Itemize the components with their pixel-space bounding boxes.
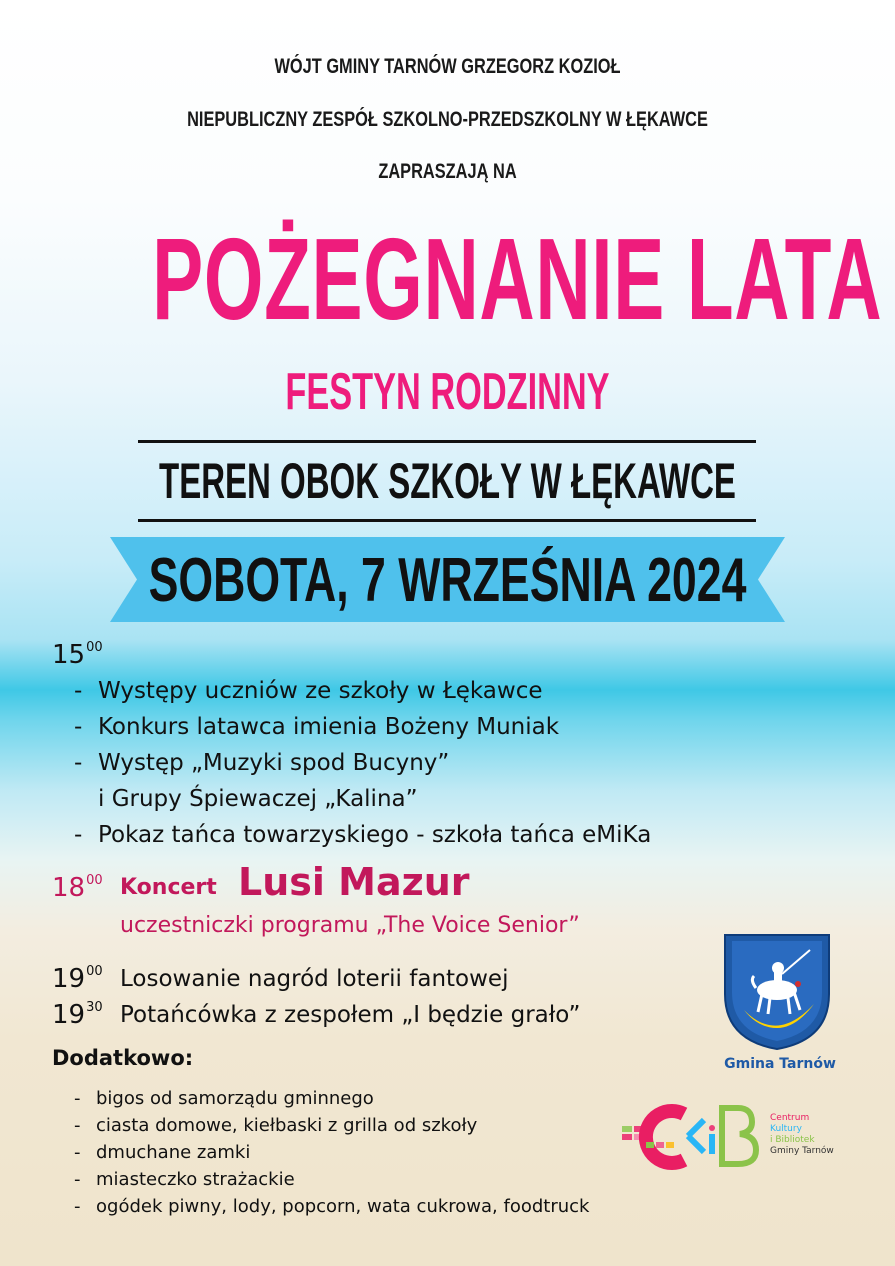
ckib-line-1: Centrum (770, 1113, 810, 1123)
lottery-text: Losowanie nagród loterii fantowej (120, 966, 509, 992)
time-1930 (52, 1000, 103, 1030)
program-item: Występ „Muzyki spod Bucyny” (98, 750, 450, 776)
list-bullet: - (74, 1115, 81, 1136)
event-date: SOBOTA, 7 WRZEŚNIA 2024 (148, 546, 747, 615)
list-bullet: - (74, 1169, 81, 1190)
concert-artist: Lusi Mazur (238, 860, 470, 904)
time-18 (52, 873, 103, 903)
list-bullet: - (74, 678, 83, 704)
time-1900 (52, 964, 103, 994)
event-venue: TEREN OBOK SZKOŁY W ŁĘKAWCE (159, 453, 736, 509)
extras-item: ciasta domowe, kiełbaski z grilla od szkoły (96, 1115, 478, 1136)
time-hour: 19 (52, 964, 86, 994)
extras-item: bigos od samorządu gminnego (96, 1088, 374, 1109)
list-bullet: - (74, 822, 83, 848)
ckib-line-4: Gminy Tarnów (770, 1146, 834, 1156)
divider-top (138, 440, 756, 443)
coat-of-arms-icon (722, 932, 832, 1052)
dance-text: Potańcówka z zespołem „I będzie grało” (120, 1002, 581, 1028)
ckib-line-2: Kultury (770, 1124, 802, 1134)
event-title: POŻEGNANIE LATA (152, 214, 883, 344)
extras-item: ogódek piwny, lody, popcorn, wata cukrowa, foodtruck (96, 1196, 590, 1217)
time-minutes: 00 (86, 873, 103, 888)
time-hour: 19 (52, 1000, 86, 1030)
extras-title: Dodatkowo: (52, 1046, 194, 1070)
gmina-label: Gmina Tarnów (724, 1056, 836, 1072)
list-bullet: - (74, 714, 83, 740)
time-minutes: 00 (86, 640, 103, 655)
time-minutes: 30 (86, 1000, 103, 1015)
ckib-line-3: i Bibliotek (770, 1135, 815, 1145)
program-item: Konkurs latawca imienia Bożeny Muniak (98, 714, 560, 740)
program-item-continued: i Grupy Śpiewaczej „Kalina” (98, 786, 418, 812)
concert-label: Koncert (120, 875, 217, 900)
extras-item: dmuchane zamki (96, 1142, 251, 1163)
list-bullet: - (74, 1142, 81, 1163)
extras-item: miasteczko strażackie (96, 1169, 295, 1190)
event-subtitle: FESTYN RODZINNY (285, 363, 610, 421)
list-bullet: - (74, 1196, 81, 1217)
list-bullet: - (74, 1088, 81, 1109)
concert-subtitle: uczestniczki programu „The Voice Senior” (120, 913, 580, 938)
program-item: Występy uczniów ze szkoły w Łękawce (98, 678, 543, 704)
ckib-logo-icon (622, 1098, 762, 1173)
invite-line: ZAPRASZAJĄ NA (378, 160, 517, 183)
time-hour: 18 (52, 873, 86, 903)
time-15 (52, 640, 103, 670)
list-bullet: - (74, 750, 83, 776)
divider-bottom (138, 519, 756, 522)
time-minutes: 00 (86, 964, 103, 979)
time-hour: 15 (52, 640, 86, 670)
organizer-line-1: WÓJT GMINY TARNÓW GRZEGORZ KOZIOŁ (274, 55, 621, 78)
organizer-line-2: NIEPUBLICZNY ZESPÓŁ SZKOLNO-PRZEDSZKOLNY W ŁĘKAWCE (187, 108, 708, 131)
program-item: Pokaz tańca towarzyskiego - szkoła tańca eMiKa (98, 822, 652, 848)
